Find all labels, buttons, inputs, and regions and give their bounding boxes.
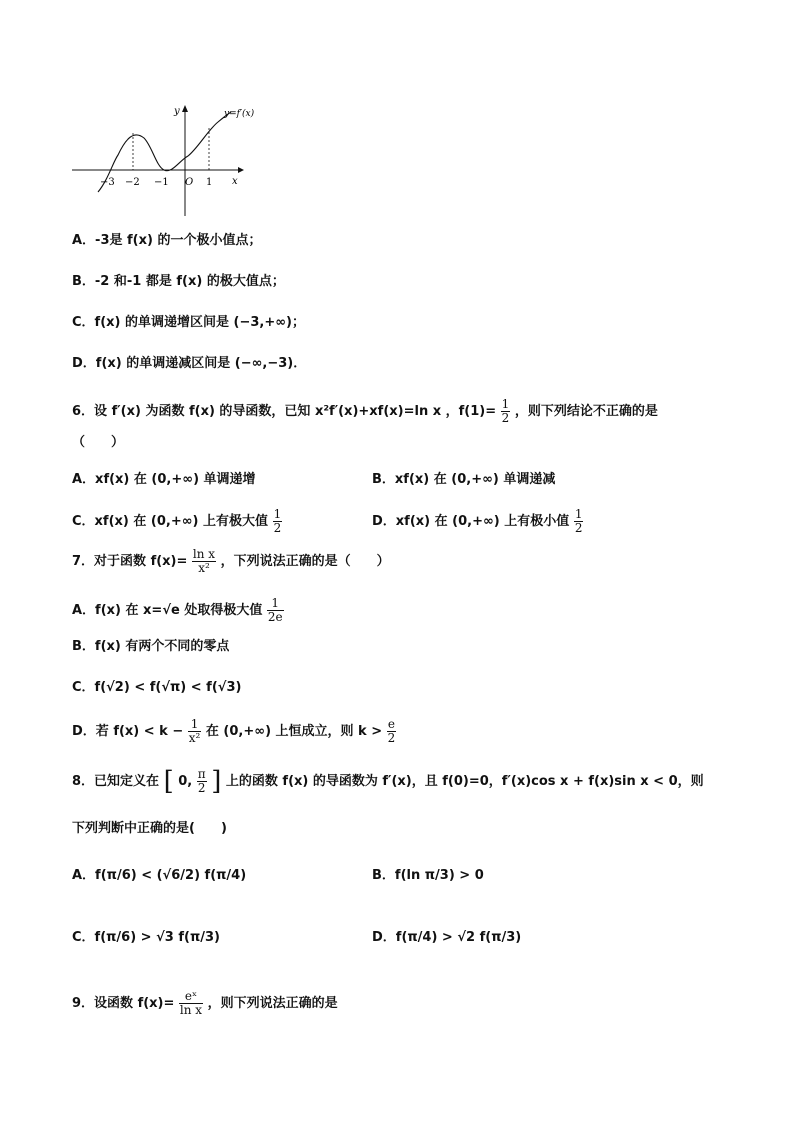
q7-stem-b: ，下列说法正确的是（ ） (220, 554, 390, 569)
q8-interval-left: 0, (178, 774, 193, 789)
tick-label: −3 (100, 177, 115, 188)
q9-stem-a: 9．设函数 f(x)= (72, 996, 175, 1011)
fraction-numerator: e (387, 717, 396, 731)
q6-option-d-text: D．xf(x) 在 (0,+∞) 上有极小值 (372, 514, 570, 529)
fraction-denominator: 2e (267, 610, 283, 624)
q5-option-c: C．f(x) 的单调递增区间是 (−3,+∞)； (72, 315, 305, 330)
q6-stem-prefix: 6．设 (72, 404, 108, 419)
fraction-denominator: ln x (179, 1003, 203, 1017)
q6-option-a: A．xf(x) 在 (0,+∞) 单调递增 (72, 472, 256, 487)
curve-label: y=f′(x) (224, 109, 255, 119)
q8-stem-b: 上的函数 f(x) 的导函数为 f′(x)，且 f(0)=0，f′(x)cos x + f(x)sin x < 0，则 (225, 774, 704, 789)
tick-label: −2 (125, 177, 140, 188)
fraction-denominator: 2 (574, 521, 583, 535)
q8-stem-a: 8．已知定义在 (72, 774, 160, 789)
q6-stem (72, 398, 658, 425)
q6-option-d-fraction (574, 508, 584, 535)
q7-option-a-text: A．f(x) 在 x=√e 处取得极大值 (72, 603, 263, 618)
fraction-denominator: x² (198, 561, 210, 575)
q6-option-b: B．xf(x) 在 (0,+∞) 单调递减 (372, 472, 556, 487)
fraction-denominator: 2 (197, 781, 206, 795)
fraction-numerator: ln x (192, 547, 216, 561)
derivative-graph (68, 100, 268, 220)
q7-option-a-fraction (267, 597, 284, 624)
q7-option-c: C．f(√2) < f(√π) < f(√3) (72, 680, 242, 695)
q6-option-c (72, 508, 282, 535)
origin-label: O (185, 177, 194, 188)
q5-option-a: A．-3是 f(x) 的一个极小值点； (72, 233, 262, 248)
q7-option-d-fraction-2 (387, 718, 397, 745)
tick-label: 1 (206, 177, 213, 188)
tick-label: −1 (154, 177, 169, 188)
q6-option-c-fraction (273, 508, 283, 535)
fraction-numerator: 1 (574, 507, 583, 521)
q6-blank: （ ） (72, 435, 125, 450)
fraction-numerator: 1 (188, 718, 202, 732)
q8-option-c: C．f(π/6) > √3 f(π/3) (72, 930, 220, 945)
fraction-denominator: 2 (273, 521, 282, 535)
y-axis-label: y (174, 106, 180, 117)
q8-stem-line2: 下列判断中正确的是( ) (72, 821, 227, 836)
q9-stem-fraction (179, 990, 203, 1017)
q8-stem (72, 768, 704, 795)
fraction-numerator: 1 (501, 397, 510, 411)
q6-stem-suffix: ，则下列结论不正确的是 (514, 404, 658, 419)
fraction-numerator: eˣ (179, 990, 203, 1004)
fraction-denominator: 2 (387, 731, 396, 745)
q7-stem-a: 7．对于函数 f(x)= (72, 554, 188, 569)
q6-stem-fraction (501, 398, 511, 425)
q8-option-b: B．f(ln π/3) > 0 (372, 868, 484, 883)
x-axis-label: x (232, 176, 238, 187)
fraction-numerator: 1 (273, 507, 282, 521)
q7-stem-fraction (192, 548, 216, 575)
fraction-denominator: 2 (501, 411, 510, 425)
q6-option-d (372, 508, 583, 535)
q7-option-b: B．f(x) 有两个不同的零点 (72, 639, 230, 654)
q9-stem-b: ，则下列说法正确的是 (207, 996, 338, 1011)
q8-option-a: A．f(π/6) < (√6/2) f(π/4) (72, 868, 247, 883)
q9-stem (72, 990, 338, 1017)
q6-option-c-text: C．xf(x) 在 (0,+∞) 上有极大值 (72, 514, 269, 529)
q7-option-d-fraction (188, 718, 202, 745)
q8-interval-fraction (197, 768, 207, 795)
q8-option-d: D．f(π/4) > √2 f(π/3) (372, 930, 522, 945)
fraction-numerator: 1 (267, 597, 284, 611)
fraction-denominator: x² (188, 731, 201, 745)
right-bracket: ] (211, 766, 222, 797)
fraction-numerator: π (197, 767, 206, 781)
q7-stem (72, 548, 390, 575)
left-bracket: [ (163, 766, 174, 797)
q7-option-d-a: D．若 f(x) < k − (72, 724, 184, 739)
q5-option-b: B．-2 和-1 都是 f(x) 的极大值点； (72, 274, 285, 289)
q6-stem-main: f′(x) 为函数 f(x) 的导函数，已知 x²f′(x)+xf(x)=ln x ，f(1)= (111, 404, 497, 419)
q5-option-d: D．f(x) 的单调递减区间是 (−∞,−3)． (72, 356, 307, 371)
q7-option-d-b: 在 (0,+∞) 上恒成立，则 k > (205, 724, 383, 739)
q7-option-a (72, 597, 284, 624)
q7-option-d (72, 718, 396, 745)
